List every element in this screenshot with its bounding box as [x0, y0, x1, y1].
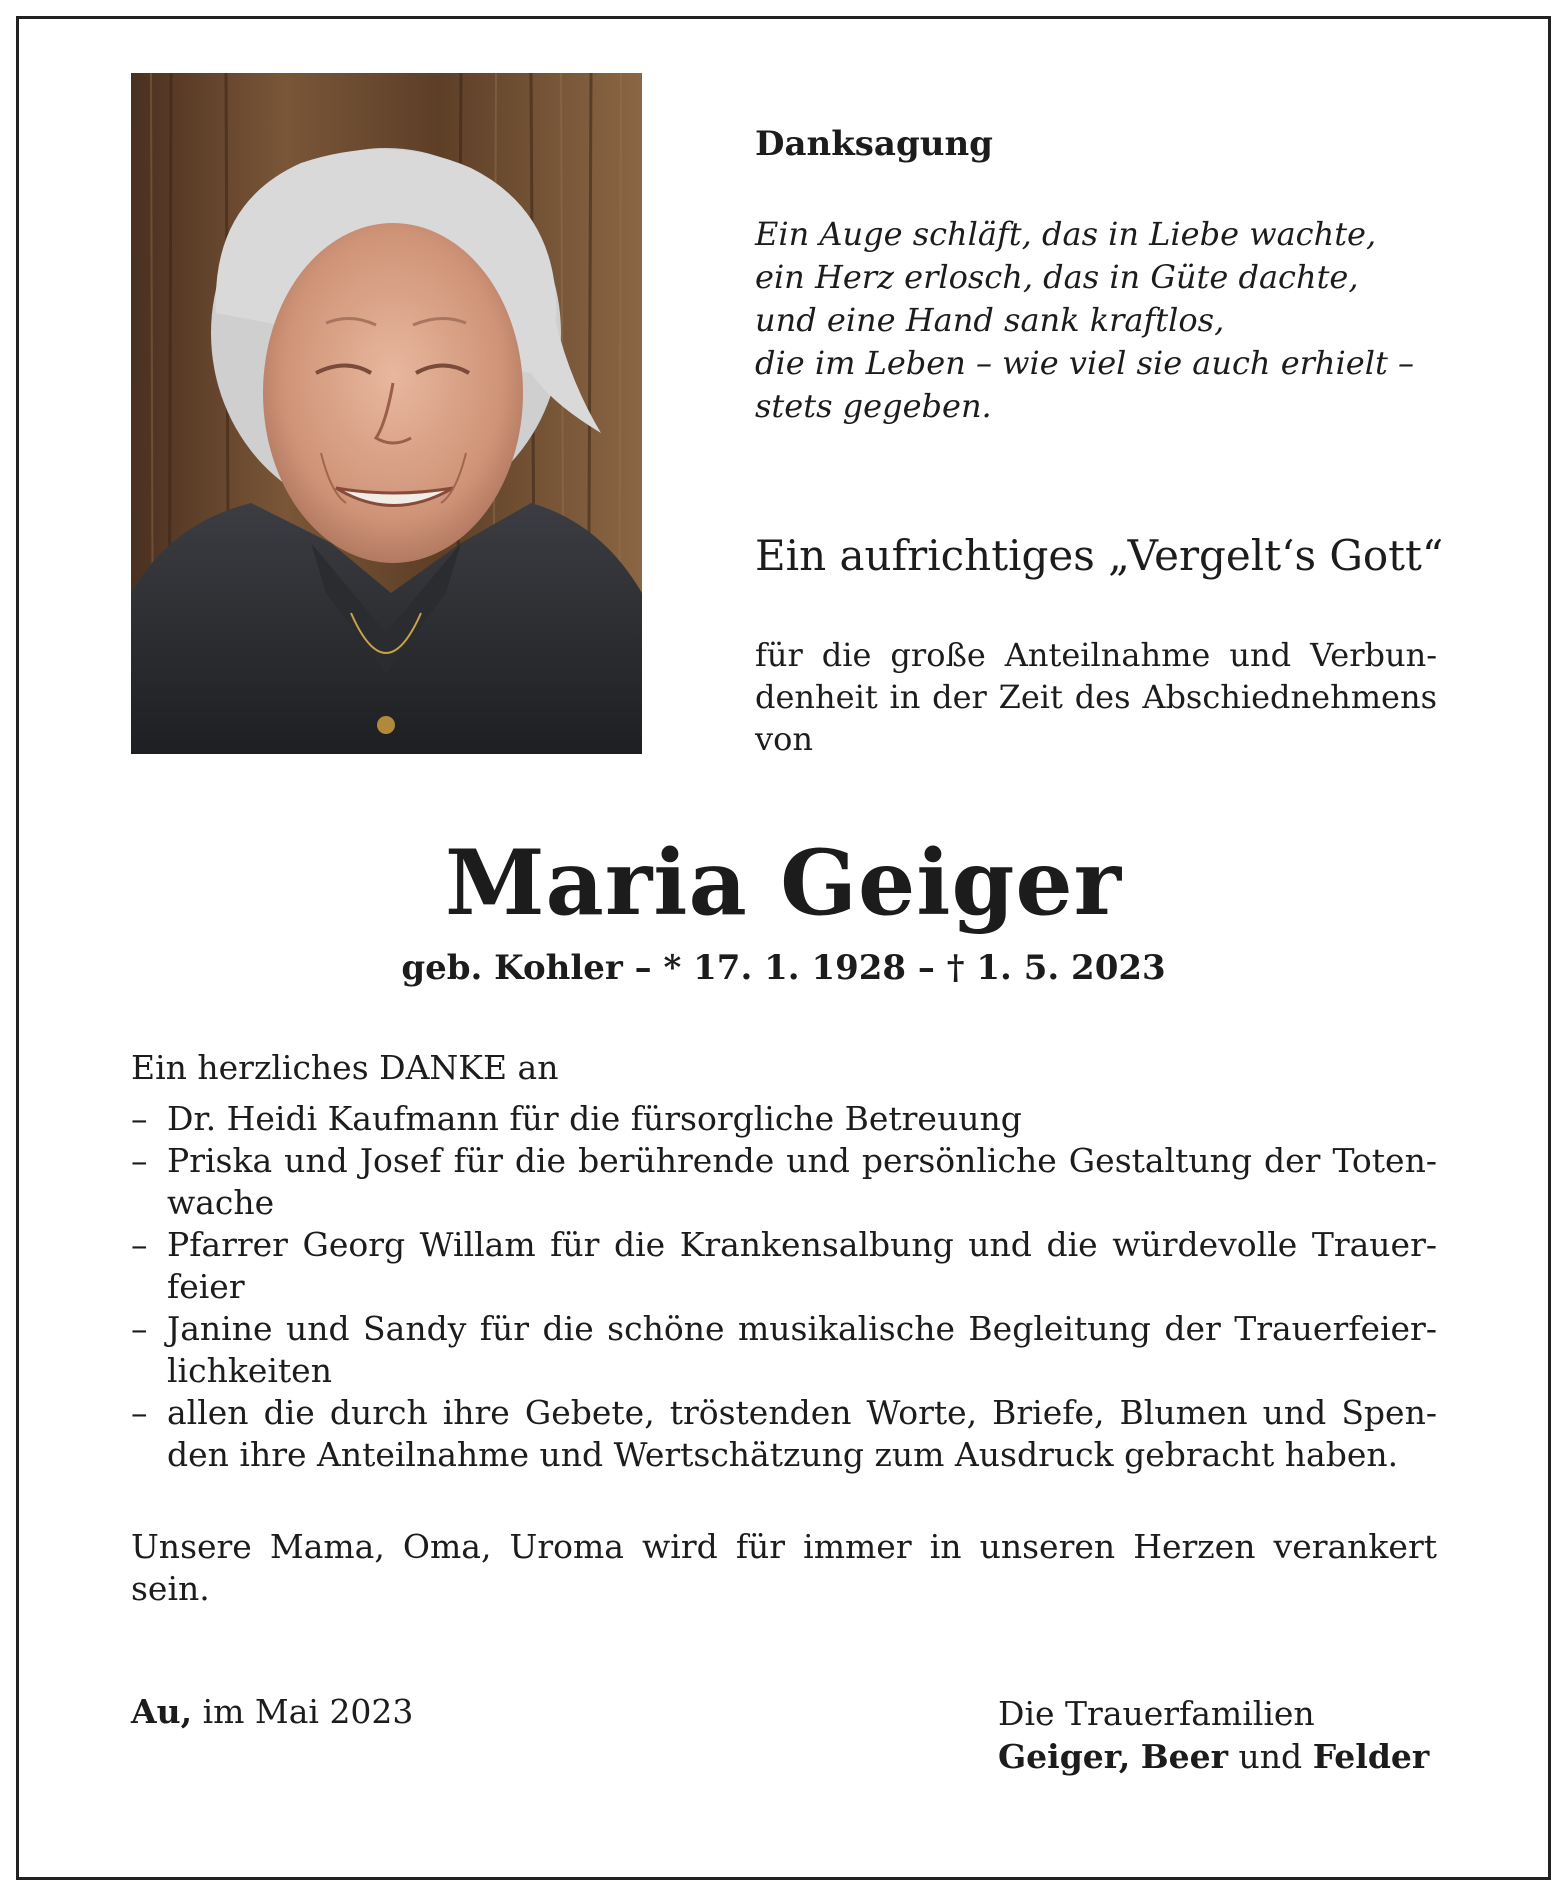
list-dash: –: [131, 1309, 148, 1348]
list-dash: –: [131, 1099, 148, 1138]
list-item: [131, 1224, 1437, 1308]
list-item-text: Pfarrer Georg Willam für die Krankensalbung und die würdevolle Trauerfeier: [167, 1225, 1437, 1306]
life-dates: geb. Kohler – * 17. 1. 1928 – † 1. 5. 2023: [401, 948, 1166, 988]
place-date-text: im Mai 2023: [202, 1692, 414, 1731]
list-item: [131, 1308, 1437, 1392]
poem-line: Ein Auge schläft, das in Liebe wachte,: [755, 215, 1377, 253]
family-name: Beer: [1140, 1737, 1229, 1776]
signature-names: [998, 1735, 1429, 1778]
list-item: [131, 1140, 1437, 1224]
family-name: Felder: [1312, 1737, 1430, 1776]
poem-line: die im Leben – wie viel sie auch erhielt –: [755, 344, 1414, 382]
deceased-name: Maria Geiger: [444, 830, 1123, 936]
poem: [755, 213, 1414, 428]
list-item-text: Dr. Heidi Kaufmann für die fürsorgliche Betreuung: [167, 1099, 1022, 1138]
list-item: [131, 1392, 1437, 1476]
poem-line: stets gegeben.: [755, 387, 992, 425]
poem-line: ein Herz erlosch, das in Güte dachte,: [755, 258, 1359, 296]
list-dash: –: [131, 1141, 148, 1180]
place-date: [131, 1692, 413, 1731]
list-item: [131, 1098, 1437, 1140]
place-town: Au,: [131, 1692, 193, 1731]
poem-line: und eine Hand sank kraftlos,: [755, 301, 1225, 339]
list-item-text: Priska und Josef für die berührende und persönliche Gestaltung der Totenwache: [167, 1141, 1437, 1222]
family-name: Geiger,: [998, 1737, 1131, 1776]
list-dash: –: [131, 1225, 148, 1264]
anteilnahme-text: für die große Anteilnahme und Verbundenheit in der Zeit des Abschiednehmens von: [755, 636, 1437, 758]
thanks-intro: Ein herzliches DANKE an: [131, 1048, 559, 1087]
list-dash: –: [131, 1393, 148, 1432]
portrait-illustration: [131, 73, 642, 754]
thanks-heading: Danksagung: [755, 124, 993, 164]
signature-block: [998, 1692, 1429, 1778]
list-item-text: Janine und Sandy für die schöne musikalische Begleitung der Trauerfeierlichkeiten: [167, 1309, 1437, 1390]
signature-line: Die Trauerfamilien: [998, 1694, 1315, 1733]
vergelt-gott-line: Ein aufrichtiges „Vergelt‘s Gott“: [755, 531, 1444, 580]
portrait-photo: [131, 73, 642, 754]
signature-connector: und: [1238, 1737, 1303, 1776]
closing-sentence: Unsere Mama, Oma, Uroma wird für immer in unseren Herzen verankert sein.: [131, 1527, 1437, 1608]
list-item-text: allen die durch ihre Gebete, tröstenden Worte, Briefe, Blumen und Spenden ihre Anteilnahme und Wertschätzung zum Ausdruck gebracht haben.: [167, 1393, 1437, 1474]
thanks-list: [131, 1098, 1437, 1476]
